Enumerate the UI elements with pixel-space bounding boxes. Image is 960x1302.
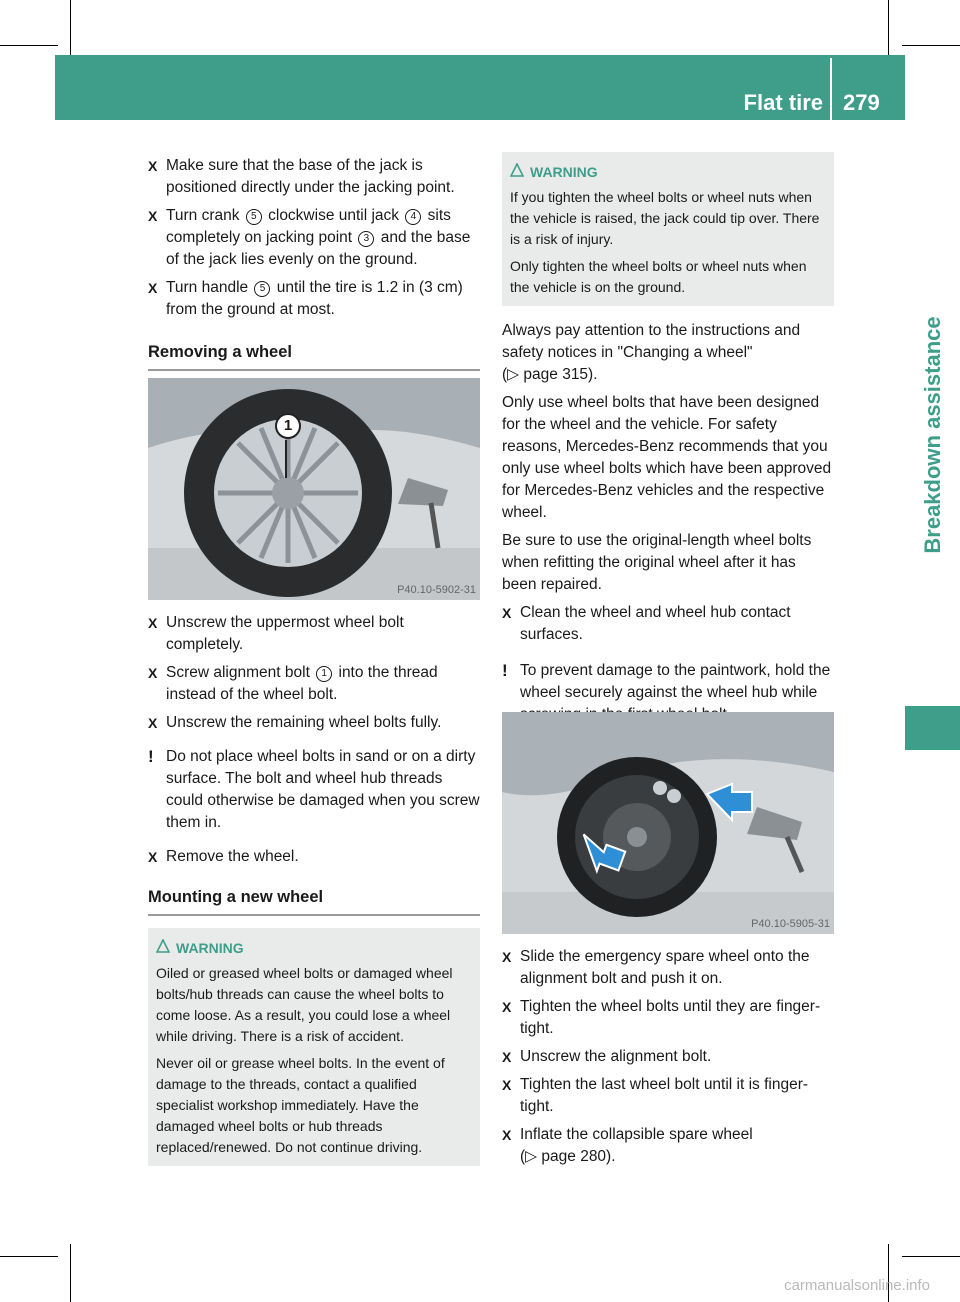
body-paragraph: Be sure to use the original-length wheel bolts when refitting the original wheel after it has been repaired. (502, 532, 812, 593)
warning-icon (510, 163, 524, 177)
photo-wheel-alignment-bolt (148, 378, 480, 600)
warning-text: Only tighten the wheel bolts or wheel nuts when the vehicle is on the ground. (510, 258, 807, 295)
spare-wheel-illustration (502, 712, 834, 934)
warning-box-jack-tip (502, 152, 834, 306)
step-slide-spare (502, 946, 834, 990)
step-text: Clean the wheel and wheel hub contact surfaces. (520, 604, 791, 643)
step-marker: X (148, 849, 158, 865)
page-title: Flat tire (743, 90, 823, 115)
step-text: Turn handle (166, 279, 253, 296)
step-tighten-last (502, 1074, 834, 1118)
page-ref-icon: ▷ (525, 1148, 538, 1165)
right-column-lower (502, 946, 834, 1174)
callout-ref: 4 (405, 209, 421, 225)
page-reference[interactable]: page 315). (523, 366, 598, 383)
step-text: sits completely on jacking point (166, 207, 451, 246)
crop-mark (0, 1256, 58, 1257)
step-text: Remove the wheel. (166, 848, 299, 865)
crop-mark (888, 0, 889, 58)
section-heading-removing: Removing a wheel (148, 341, 480, 371)
page-number: 279 (843, 90, 880, 115)
step-clean-hub (502, 602, 834, 646)
step-marker: X (148, 665, 158, 681)
warning-title: WARNING (510, 162, 826, 183)
step-text: Make sure that the base of the jack is positioned directly under the jacking point. (166, 157, 455, 196)
step-text: Turn crank (166, 207, 244, 224)
crop-mark (70, 0, 71, 58)
step-screw-alignment-bolt (148, 662, 480, 706)
step-text: Screw alignment bolt (166, 664, 315, 681)
left-column (148, 155, 480, 371)
step-marker: X (148, 715, 158, 731)
step-marker: X (148, 615, 158, 631)
wheel-illustration (148, 378, 480, 600)
left-column-lower (148, 612, 480, 1166)
caution-icon: ! (502, 661, 508, 680)
step-text: into the thread instead of the wheel bolt. (166, 664, 438, 703)
image-code: P40.10-5902-31 (397, 584, 476, 596)
page-reference[interactable]: page 280). (541, 1148, 616, 1165)
step-marker: X (148, 208, 158, 224)
warning-title: WARNING (156, 938, 472, 959)
warning-text: If you tighten the wheel bolts or wheel nuts when the vehicle is raised, the jack could tip over. There is a risk of injury. (510, 189, 820, 247)
step-tighten-finger (502, 996, 834, 1040)
step-marker: X (502, 1127, 512, 1143)
section-heading-mounting: Mounting a new wheel (148, 886, 480, 916)
step-text: until the tire is 1.2 in (3 cm) from the ground at most. (166, 279, 463, 318)
right-column (502, 152, 834, 732)
body-paragraph: Always pay attention to the instructions and safety notices in "Changing a wheel" (▷ page 315). (502, 322, 801, 383)
step-text: Inflate the collapsible spare wheel (520, 1126, 753, 1143)
warning-text: Never oil or grease wheel bolts. In the event of damage to the threads, contact a qualified specialist workshop immediately. Have the damaged wheel bolts or hub threads replaced/renewed. Do not continue driving. (156, 1055, 445, 1155)
step-marker: X (502, 999, 512, 1015)
warning-text: Oiled or greased wheel bolts or damaged wheel bolts/hub threads can cause the wheel bolts to come loose. As a result, you could lose a wheel while driving. There is a risk of accident. (156, 965, 453, 1044)
photo-mounting-spare-wheel (502, 712, 834, 934)
step-marker: X (502, 949, 512, 965)
caution-icon: ! (148, 747, 154, 766)
section-tab-marker (905, 706, 960, 750)
callout-ref: 1 (316, 666, 332, 682)
warning-icon (156, 939, 170, 953)
step-text: Unscrew the remaining wheel bolts fully. (166, 714, 442, 731)
crop-mark (902, 45, 960, 46)
section-tab-label: Breakdown assistance (920, 316, 945, 554)
step-text: Tighten the wheel bolts until they are finger-tight. (520, 998, 821, 1037)
crop-mark (0, 45, 58, 46)
callout-ref: 5 (254, 281, 270, 297)
note-text: Do not place wheel bolts in sand or on a dirty surface. The bolt and wheel hub threads could otherwise be damaged when you screw them in. (166, 748, 480, 831)
step-text: Slide the emergency spare wheel onto the alignment bolt and push it on. (520, 948, 810, 987)
header-divider (830, 58, 832, 120)
step-marker: X (502, 1049, 512, 1065)
callout-ref: 5 (246, 209, 262, 225)
warning-box-oiled-bolts (148, 928, 480, 1166)
step-turn-handle (148, 277, 480, 321)
step-text: Tighten the last wheel bolt until it is finger-tight. (520, 1076, 809, 1115)
callout-ref: 3 (358, 231, 374, 247)
callout-1: 1 (275, 413, 301, 439)
body-paragraph: Only use wheel bolts that have been designed for the wheel and the vehicle. For safety reasons, Mercedes-Benz recommends that you only use wheel bolts which have been approved for Mercedes-Benz vehicles and the respective wheel. (502, 394, 832, 521)
note-sand (148, 746, 480, 834)
crop-mark (70, 1244, 71, 1302)
step-unscrew-alignment (502, 1046, 834, 1068)
page-ref-icon: ▷ (507, 366, 520, 383)
step-turn-crank (148, 205, 480, 271)
step-text: Unscrew the alignment bolt. (520, 1048, 712, 1065)
step-unscrew-uppermost (148, 612, 480, 656)
step-text: clockwise until jack (263, 207, 404, 224)
step-remove-wheel (148, 846, 480, 868)
image-code: P40.10-5905-31 (751, 918, 830, 930)
step-marker: X (148, 280, 158, 296)
step-jack-base (148, 155, 480, 199)
watermark: carmanualsonline.info (784, 1277, 930, 1294)
step-marker: X (502, 605, 512, 621)
step-text: and the base of the jack lies evenly on the ground. (166, 229, 471, 268)
step-marker: X (502, 1077, 512, 1093)
step-marker: X (148, 158, 158, 174)
step-unscrew-remaining (148, 712, 480, 734)
note-text: To prevent damage to the paintwork, hold the wheel securely against the wheel hub while (520, 662, 831, 701)
crop-mark (902, 1256, 960, 1257)
step-text: Unscrew the uppermost wheel bolt completely. (166, 614, 404, 653)
step-inflate: X Inflate the collapsible spare wheel (▷ page 280). (502, 1126, 753, 1165)
